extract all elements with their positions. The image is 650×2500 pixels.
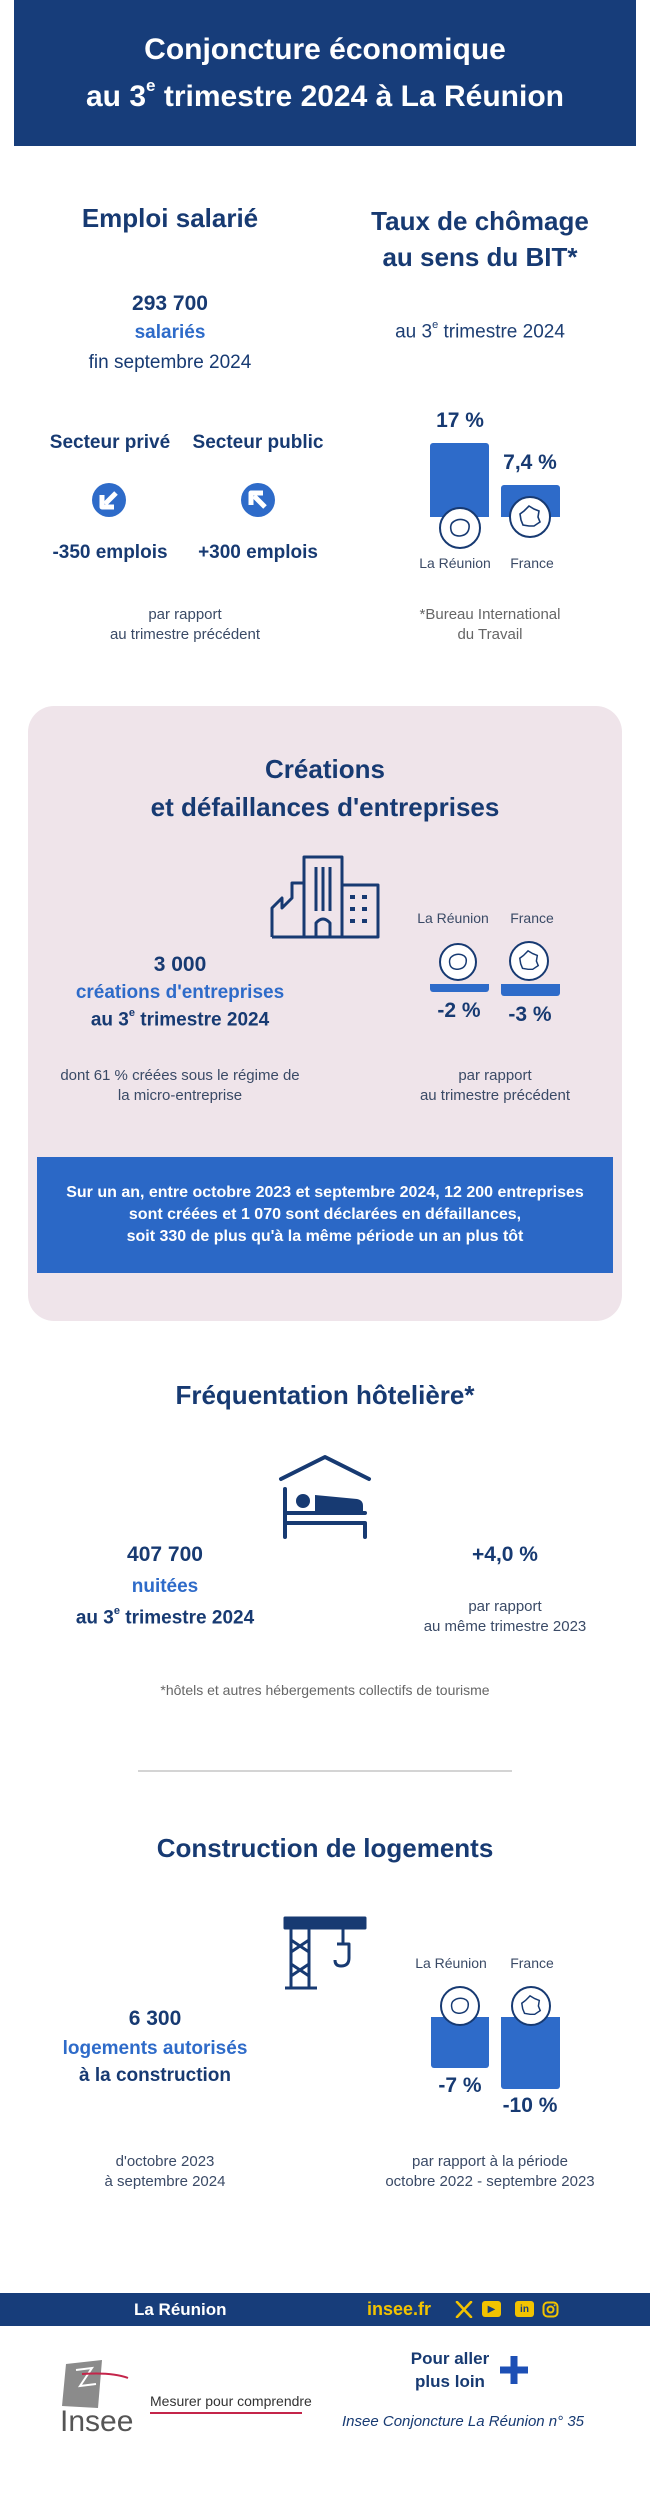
chomage-reunion-bar bbox=[430, 443, 489, 517]
insee-link[interactable]: insee.fr bbox=[367, 2299, 432, 2319]
secteur-prive-value: -350 emplois bbox=[52, 542, 168, 563]
logements-france-bar bbox=[501, 2017, 560, 2089]
buildings-icon bbox=[270, 853, 380, 939]
logements-unit: logements autorisés bbox=[62, 2038, 248, 2059]
logements-period: d'octobre 2023 à septembre 2024 bbox=[104, 2153, 226, 2190]
entreprises-france-bar bbox=[501, 984, 560, 996]
logements-reunion-map-icon bbox=[440, 1986, 480, 2026]
linkedin-icon[interactable]: in bbox=[515, 2301, 534, 2317]
chomage-france-label: France bbox=[510, 555, 554, 571]
emploi-date: fin septembre 2024 bbox=[88, 352, 252, 373]
logements-unit2: à la construction bbox=[78, 2065, 232, 2086]
instagram-icon[interactable] bbox=[542, 2301, 559, 2318]
more-info-link[interactable]: Pour aller plus loin bbox=[410, 2349, 490, 2391]
emploi-section bbox=[20, 203, 320, 234]
chomage-france-value: 7,4 % bbox=[503, 451, 557, 474]
insee-logo-text: Insee bbox=[60, 2405, 134, 2438]
page-header bbox=[14, 0, 636, 146]
secteur-prive-label: Secteur privé bbox=[49, 432, 171, 453]
logements-title: Construction de logements bbox=[156, 1833, 494, 1863]
hotel-period: au 3e trimestre 2024 bbox=[75, 1605, 255, 1629]
hotel-change: +4,0 % bbox=[472, 1543, 538, 1566]
hotel-compare: par rapport au même trimestre 2023 bbox=[423, 1598, 587, 1635]
entreprises-period: au 3e trimestre 2024 bbox=[90, 1007, 270, 1031]
logements-reunion-value: -7 % bbox=[438, 2074, 482, 2097]
hotel-value: 407 700 bbox=[127, 1543, 203, 1566]
arrow-down-left-icon bbox=[91, 482, 127, 518]
hotel-unit: nuitées bbox=[131, 1576, 199, 1597]
entreprises-reunion-value: -2 % bbox=[437, 999, 481, 1022]
entreprises-france-value: -3 % bbox=[508, 1003, 552, 1026]
publication-reference: Insee Conjoncture La Réunion n° 35 bbox=[342, 2413, 584, 2430]
logements-france-value: -10 % bbox=[502, 2094, 558, 2117]
logements-reunion-label: La Réunion bbox=[415, 1955, 487, 1971]
chomage-title: Taux de chômage au sens du BIT* bbox=[371, 206, 589, 272]
footer-region: La Réunion bbox=[134, 2300, 227, 2319]
emploi-value: 293 700 bbox=[132, 292, 208, 315]
tagline-underline bbox=[150, 2412, 302, 2414]
youtube-icon[interactable]: ▶ bbox=[482, 2301, 501, 2317]
entreprises-title: Créations et défaillances d'entreprises bbox=[150, 754, 500, 822]
emploi-unit: salariés bbox=[134, 322, 206, 343]
entreprises-france-map-icon bbox=[509, 941, 549, 981]
header-line1: Conjoncture économique bbox=[144, 32, 506, 66]
logements-value: 6 300 bbox=[128, 2007, 182, 2030]
hotel-bed-icon bbox=[277, 1453, 373, 1539]
hotel-title: Fréquentation hôtelière* bbox=[175, 1380, 475, 1410]
reunion-map-icon bbox=[439, 507, 481, 549]
entreprises-unit: créations d'entreprises bbox=[75, 982, 285, 1003]
secteur-public-label: Secteur public bbox=[192, 432, 324, 453]
entreprises-reunion-bar bbox=[430, 984, 489, 992]
hotel-footnote: *hôtels et autres hébergements collectifs de tourisme bbox=[160, 1682, 490, 1698]
france-map-icon bbox=[509, 496, 551, 538]
chomage-footnote: *Bureau International du Travail bbox=[419, 606, 561, 643]
crane-icon bbox=[283, 1910, 369, 1990]
logements-compare: par rapport à la période octobre 2022 - septembre 2023 bbox=[385, 2153, 595, 2190]
secteur-public-value: +300 emplois bbox=[198, 542, 318, 563]
header-line2: au 3e trimestre 2024 à La Réunion bbox=[86, 75, 564, 113]
plus-icon[interactable] bbox=[500, 2356, 528, 2384]
logements-france-map-icon bbox=[511, 1986, 551, 2026]
footer-bar bbox=[0, 2293, 650, 2326]
chomage-period: au 3e trimestre 2024 bbox=[395, 319, 565, 343]
emploi-note: par rapport au trimestre précédent bbox=[109, 606, 261, 643]
entreprises-france-label: France bbox=[510, 910, 554, 926]
chomage-reunion-value: 17 % bbox=[436, 409, 484, 432]
entreprises-banner: Sur un an, entre octobre 2023 et septembre 2024, 12 200 entreprises sont créées et 1 070 sont déclarées en défaillances, soit 330 de plus qu'à la même période un an plus tôt bbox=[37, 1157, 613, 1273]
entreprises-reunion-label: La Réunion bbox=[417, 910, 489, 926]
entreprises-note: dont 61 % créées sous le régime de la micro-entreprise bbox=[60, 1067, 300, 1104]
entreprises-compare: par rapport au trimestre précédent bbox=[419, 1067, 571, 1104]
insee-tagline: Mesurer pour comprendre bbox=[150, 2393, 312, 2409]
x-twitter-icon[interactable] bbox=[455, 2301, 473, 2318]
insee-logo-graphic bbox=[62, 2360, 138, 2408]
section-divider bbox=[138, 1770, 512, 1772]
arrow-up-left-icon bbox=[240, 482, 276, 518]
emploi-title: Emploi salarié bbox=[81, 203, 259, 233]
logements-france-label: France bbox=[510, 1955, 554, 1971]
entreprises-value: 3 000 bbox=[153, 953, 207, 976]
entreprises-reunion-map-icon bbox=[439, 943, 477, 981]
chomage-reunion-label: La Réunion bbox=[419, 555, 491, 571]
